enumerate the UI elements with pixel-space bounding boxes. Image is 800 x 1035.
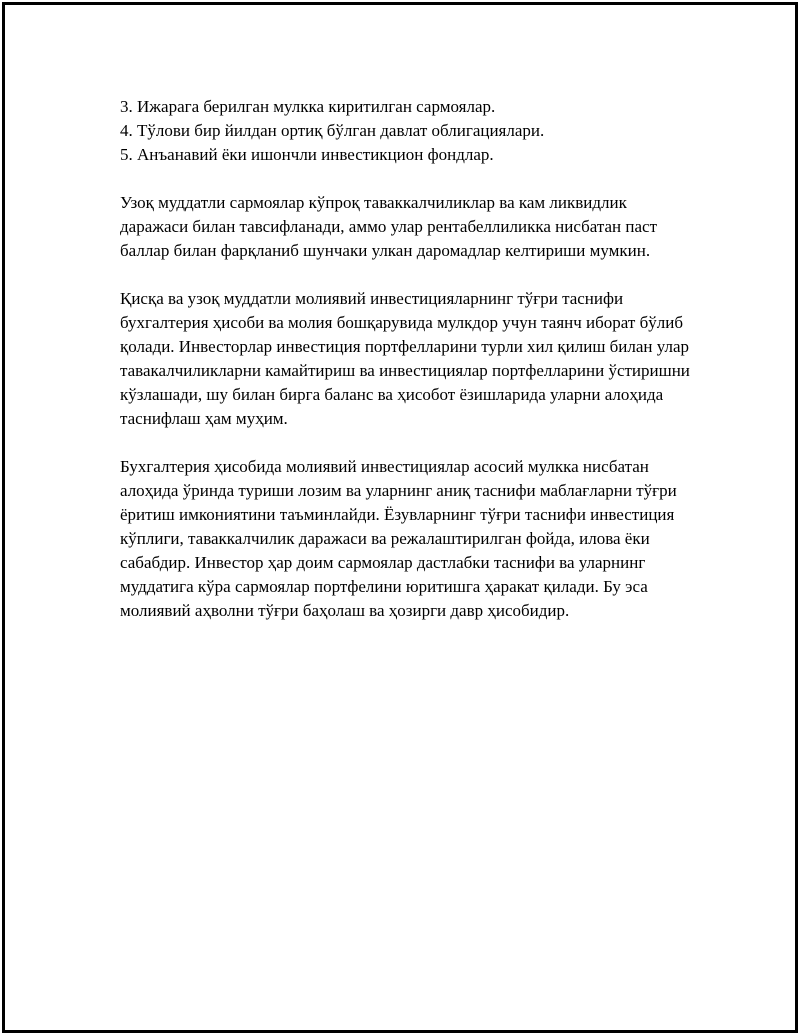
document-page: [2, 2, 798, 1033]
list-item: 5. Анъанавий ёки ишончли инвестикцион фондлар.: [120, 145, 494, 164]
paragraph-classification: Қисқа ва узоқ муддатли молиявий инвестицияларнинг тўғри таснифи бухгалтерия ҳисоби ва молия бошқарувида мулкдор учун таянч иборат бўлиб қолади. Инвесторлар инвестиция портфелларини турли хил қилиш билан улар тавакалчиликларни камайтириш ва инвестициялар портфелларини ўстиришни кўзлашади, шу билан бирга баланс ва ҳисобот ёзишларида уларни алоҳида таснифлаш ҳам муҳим.: [120, 289, 690, 428]
list-item: 3. Ижарага берилган мулкка киритилган сармоялар.: [120, 97, 496, 116]
paragraph-long-term-investments: Узоқ муддатли сармоялар кўпроқ таваккалчиликлар ва кам ликвидлик даражаси билан тавсифланади, аммо улар рентабеллиликка нисбатан паст баллар билан фарқланиб шунчаки улкан даромадлар келтириши мумкин.: [120, 193, 658, 260]
paragraph-accounting: Бухгалтерия ҳисобида молиявий инвестициялар асосий мулкка нисбатан алоҳида ўринда туриши лозим ва уларнинг аниқ таснифи маблағларни тўғри ёритиш имкониятини таъминлайди. Ёзувларнинг тўғри таснифи инвестиция кўплиги, таваккалчилик даражаси ва режалаштирилган фойда, илова ёки сабабдир. Инвестор ҳар доим сармоялар дастлабки таснифи ва уларнинг муддатига кўра сармоялар портфелини юритишга ҳаракат қилади. Бу эса молиявий аҳволни тўғри баҳолаш ва ҳозирги давр ҳисобидир.: [120, 457, 677, 620]
document-body: [120, 95, 690, 623]
list-item: 4. Тўлови бир йилдан ортиқ бўлган давлат облигациялари.: [120, 121, 545, 140]
numbered-list: [120, 95, 690, 167]
